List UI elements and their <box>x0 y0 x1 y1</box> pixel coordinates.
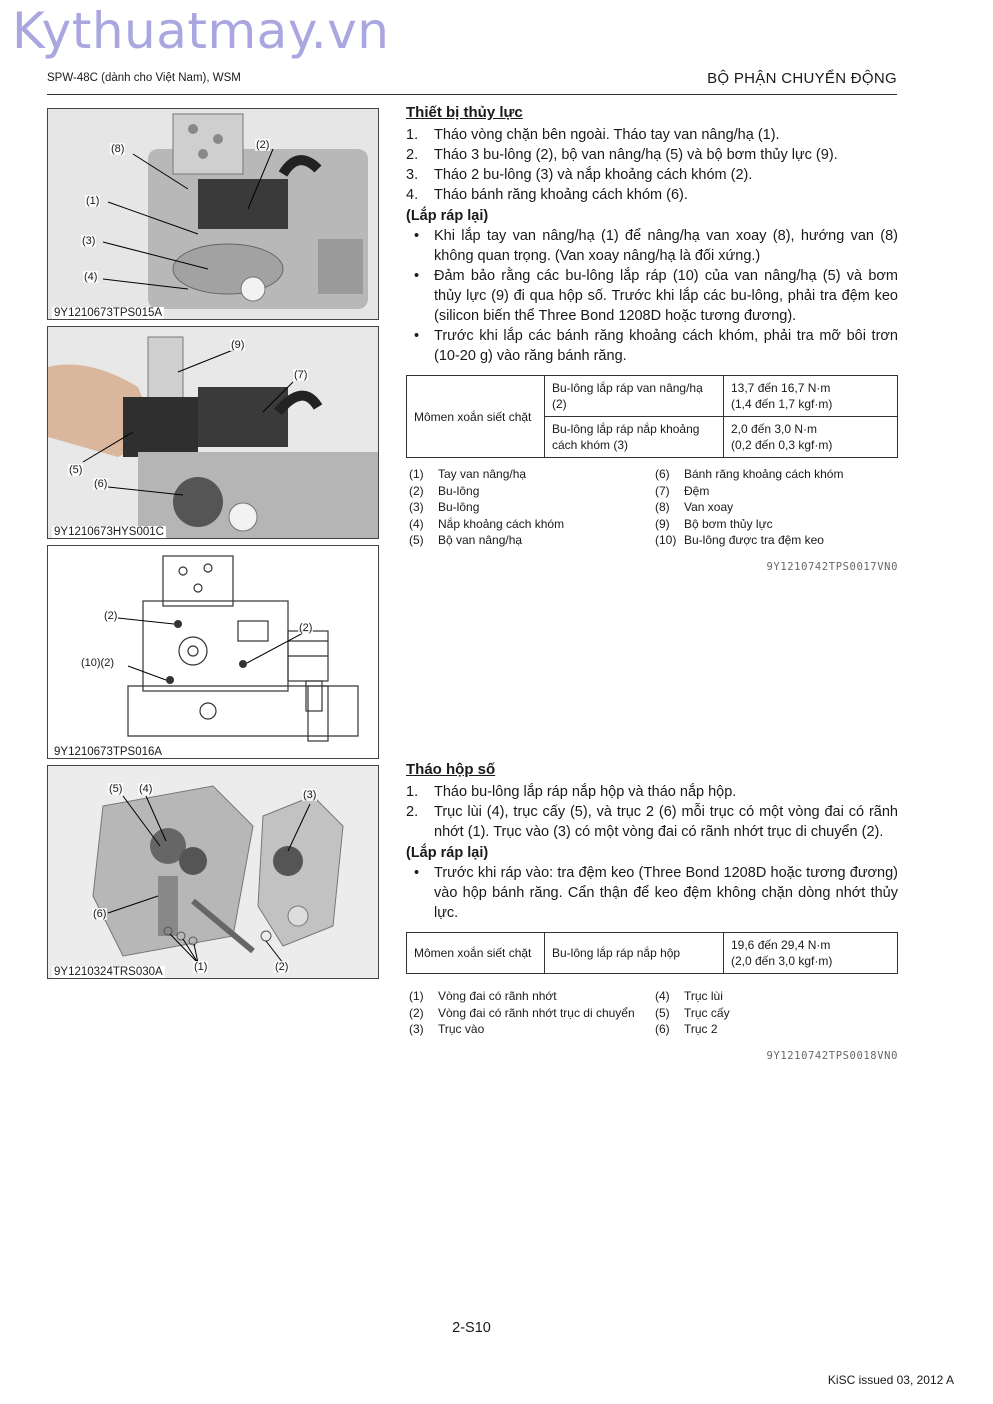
legend-text: Bu-lông <box>438 483 480 498</box>
legend-key: (3) <box>409 1022 424 1036</box>
document-id: 9Y1210742TPS0017VN0 <box>766 560 898 573</box>
parts-legend <box>406 988 898 1038</box>
legend-key: (3) <box>409 500 424 514</box>
step-item <box>406 782 898 802</box>
torque-table <box>406 375 898 458</box>
callout-3: (3) <box>303 789 317 801</box>
step-number: 2. <box>406 147 419 163</box>
figure-gearbox-opened-drawing <box>48 766 378 978</box>
legend-text: Nắp khoảng cách khóm <box>438 516 565 531</box>
step-number: 1. <box>406 127 419 143</box>
legend-item <box>652 499 898 516</box>
torque-item: Bu-lông lắp ráp van nâng/hạ (2) <box>545 376 724 417</box>
legend-item <box>652 516 898 533</box>
page-number: 2-S10 <box>452 1320 491 1336</box>
step-number: 1. <box>406 784 419 800</box>
bullet-text: Đảm bảo rằng các bu-lông lắp ráp (10) của van nâng/hạ (5) và bơm thủy lực (9) đi qua hộp số. Trước khi lắp các bu-lông, phải tra đệm keo (silicon biến thể Three Bond 1208D hoặc tương đương). <box>434 268 898 324</box>
callout-6: (6) <box>94 478 108 490</box>
step-item <box>406 802 898 842</box>
torque-value-kgf: (0,2 đến 0,3 kgf·m) <box>731 438 833 452</box>
legend-item <box>406 483 652 500</box>
bullet-item <box>406 863 898 923</box>
torque-table <box>406 932 898 974</box>
callout-2: (2) <box>104 610 118 622</box>
figure-pump-removal-drawing <box>48 327 378 538</box>
bullet-mark: • <box>414 228 420 244</box>
figure-gearbox-opened <box>47 765 379 979</box>
step-text: Tháo bu-lông lắp ráp nắp hộp và tháo nắp hộp. <box>434 784 737 800</box>
chapter-title: BỘ PHẬN CHUYỂN ĐỘNG <box>707 70 897 87</box>
callout-4: (4) <box>84 271 98 283</box>
bullet-mark: • <box>414 865 420 881</box>
callout-2b: (2) <box>299 622 313 634</box>
torque-value-nm: 13,7 đến 16,7 N·m <box>731 381 831 395</box>
step-number: 2. <box>406 804 419 820</box>
legend-item <box>652 988 898 1005</box>
figure-id: 9Y1210673TPS016A <box>54 746 163 758</box>
callout-10-2: (10)(2) <box>81 657 115 669</box>
issue-footer: KiSC issued 03, 2012 A <box>827 1373 954 1387</box>
legend-key: (2) <box>409 1005 424 1020</box>
callout-6: (6) <box>93 908 107 920</box>
legend-text: Bộ bơm thủy lực <box>684 516 773 531</box>
legend-key: (4) <box>409 516 424 531</box>
callout-5: (5) <box>69 464 83 476</box>
callout-1: (1) <box>86 195 100 207</box>
figure-id: 9Y1210324TRS030A <box>54 966 163 978</box>
step-number: 3. <box>406 167 419 183</box>
callout-3: (3) <box>82 235 96 247</box>
legend-item <box>406 532 652 549</box>
step-text: Tháo vòng chặn bên ngoài. Tháo tay van nâng/hạ (1). <box>434 127 780 143</box>
callout-5: (5) <box>109 783 123 795</box>
legend-item <box>406 1021 652 1038</box>
step-text: Tháo bánh răng khoảng cách khóm (6). <box>434 187 688 203</box>
figure-bolt-diagram <box>47 545 379 759</box>
parts-legend <box>406 466 898 549</box>
manual-title: SPW-48C (dành cho Việt Nam), WSM <box>47 72 241 84</box>
figure-bolt-diagram-drawing <box>48 546 378 758</box>
legend-key: (10) <box>655 533 677 547</box>
section-hydraulic-unit <box>406 103 898 577</box>
watermark-logo: Kythuatmay.vn <box>12 2 390 60</box>
torque-value-kgf: (2,0 đến 3,0 kgf·m) <box>731 954 833 968</box>
legend-item <box>406 988 652 1005</box>
legend-text: Trục vào <box>438 1022 485 1036</box>
bullet-mark: • <box>414 328 420 344</box>
callout-8: (8) <box>111 143 125 155</box>
legend-key: (2) <box>409 483 424 498</box>
torque-value-nm: 19,6 đến 29,4 N·m <box>731 938 831 952</box>
legend-item <box>652 483 898 500</box>
legend-text: Tay van nâng/hạ <box>438 467 527 481</box>
legend-text: Van xoay <box>684 500 734 514</box>
section-title: Thiết bị thủy lực <box>406 104 523 121</box>
reassembly-heading: (Lắp ráp lại) <box>406 208 489 224</box>
callout-9: (9) <box>231 339 245 351</box>
bullet-item <box>406 266 898 326</box>
legend-key: (5) <box>655 1005 670 1020</box>
legend-item <box>652 1021 898 1038</box>
figure-id: 9Y1210673HYS001C <box>54 526 164 538</box>
figure-id: 9Y1210673TPS015A <box>54 307 163 319</box>
reassembly-heading: (Lắp ráp lại) <box>406 845 489 861</box>
section-title: Tháo hộp số <box>406 761 496 778</box>
bullet-text: Khi lắp tay van nâng/hạ (1) để nâng/hạ van xoay (8), hướng van (8) không quan trọng. (Van xoay nâng/hạ là đối xứng.) <box>434 228 898 264</box>
legend-key: (4) <box>655 989 670 1003</box>
bullet-mark: • <box>414 268 420 284</box>
figure-hydraulic-unit <box>47 108 379 320</box>
legend-item <box>652 466 898 483</box>
torque-label: Mômen xoắn siết chặt <box>407 376 545 458</box>
callout-2: (2) <box>275 961 289 973</box>
section-gearbox-removal <box>406 760 898 1066</box>
legend-text: Bu-lông <box>438 500 480 514</box>
legend-text: Vòng đai có rãnh nhớt trục di chuyển <box>438 1005 635 1020</box>
bullet-text: Trước khi ráp vào: tra đệm keo (Three Bond 1208D hoặc tương đương) vào hộp bánh răng. Cẩn thận để keo đệm không chặn dòng nhớt thủy lực. <box>434 865 898 921</box>
legend-key: (5) <box>409 533 424 547</box>
bullet-item <box>406 326 898 366</box>
legend-text: Đệm <box>684 483 710 498</box>
torque-value-nm: 2,0 đến 3,0 N·m <box>731 422 818 436</box>
legend-key: (6) <box>655 1022 670 1036</box>
header-rule <box>47 94 897 95</box>
legend-item <box>652 1005 898 1022</box>
callout-4: (4) <box>139 783 153 795</box>
legend-item <box>406 499 652 516</box>
legend-item <box>406 516 652 533</box>
callout-7: (7) <box>294 369 308 381</box>
legend-key: (8) <box>655 500 670 514</box>
step-number: 4. <box>406 187 419 203</box>
step-item <box>406 165 898 185</box>
legend-item <box>652 532 898 549</box>
legend-key: (1) <box>409 989 424 1003</box>
legend-text: Trục cấy <box>684 1005 730 1020</box>
torque-value <box>724 376 898 417</box>
legend-key: (6) <box>655 467 670 481</box>
legend-key: (1) <box>409 467 424 481</box>
legend-text: Vòng đai có rãnh nhớt <box>438 989 557 1003</box>
document-id: 9Y1210742TPS0018VN0 <box>766 1049 898 1062</box>
torque-item: Bu-lông lắp ráp nắp khoảng cách khóm (3) <box>545 417 724 458</box>
callout-1: (1) <box>194 961 208 973</box>
torque-value <box>724 933 898 974</box>
bullet-text: Trước khi lắp các bánh răng khoảng cách khóm, phải tra mỡ bôi trơn (10-20 g) vào răng bánh răng. <box>434 328 898 364</box>
legend-text: Bu-lông được tra đệm keo <box>684 533 824 547</box>
figure-pump-removal <box>47 326 379 539</box>
step-item <box>406 125 898 145</box>
step-text: Tháo 3 bu-lông (2), bộ van nâng/hạ (5) và bộ bơm thủy lực (9). <box>434 147 838 163</box>
torque-label: Mômen xoắn siết chặt <box>407 933 545 974</box>
torque-value <box>724 417 898 458</box>
torque-item: Bu-lông lắp ráp nắp hộp <box>545 933 724 974</box>
legend-key: (7) <box>655 483 670 498</box>
bullet-item <box>406 226 898 266</box>
legend-text: Bộ van nâng/hạ <box>438 533 523 547</box>
legend-item <box>406 466 652 483</box>
torque-value-kgf: (1,4 đến 1,7 kgf·m) <box>731 397 833 411</box>
step-text: Trục lùi (4), trục cấy (5), và trục 2 (6) mỗi trục có một vòng đai có rãnh nhớt (1). Trục vào (3) có một vòng đai có rãnh nhớt trục di chuyển (2). <box>434 804 898 840</box>
legend-item <box>406 1005 652 1022</box>
step-item <box>406 145 898 165</box>
legend-text: Trục lùi <box>684 989 723 1003</box>
figure-hydraulic-unit-drawing <box>48 109 378 319</box>
legend-text: Bánh răng khoảng cách khóm <box>684 467 844 481</box>
step-text: Tháo 2 bu-lông (3) và nắp khoảng cách khóm (2). <box>434 167 753 183</box>
legend-key: (9) <box>655 516 670 531</box>
callout-2: (2) <box>256 139 270 151</box>
step-item <box>406 185 898 205</box>
legend-text: Trục 2 <box>684 1022 718 1036</box>
